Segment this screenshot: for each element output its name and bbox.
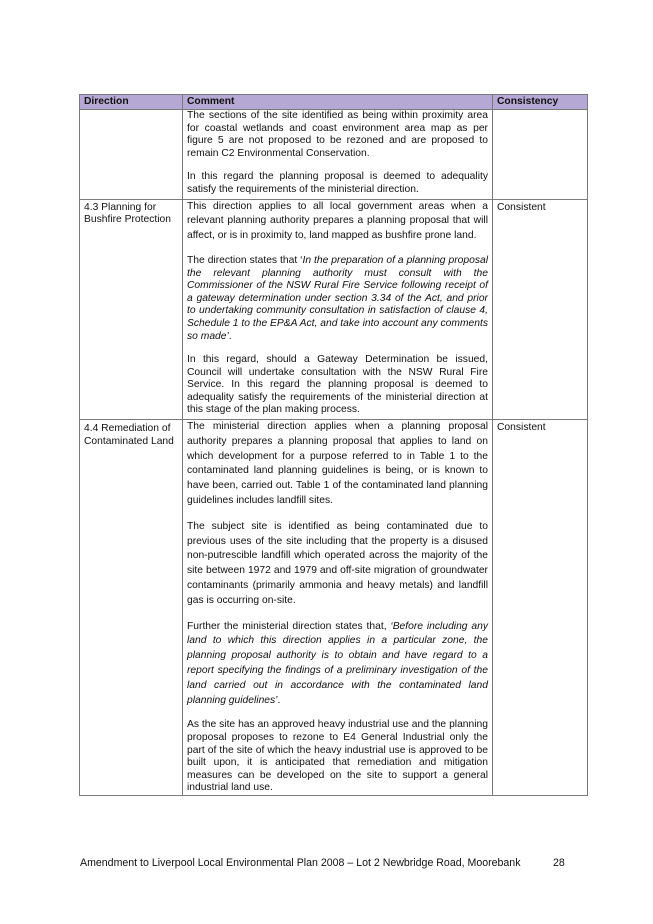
direction-cell: 4.4 Remediation of Contaminated Land bbox=[80, 420, 183, 796]
consistency-cell bbox=[493, 110, 588, 200]
consistency-cell: Consistent bbox=[493, 199, 588, 420]
comment-paragraph: The ministerial direction applies when a planning proposal authority prepares a planning proposal that applies to land on which development for a purpose referred to in Table 1 to the contaminated land planning guidelines is being, or is known to have been, carried out. Table 1 of the contaminated land planning guidelines includes landfill sites. bbox=[187, 421, 488, 507]
consistency-cell: Consistent bbox=[493, 420, 588, 796]
comment-paragraph: In this regard the planning proposal is deemed to adequality satisfy the requirements of the ministerial direction. bbox=[187, 171, 488, 195]
table-row-coastal-continuation bbox=[80, 110, 588, 200]
comment-paragraph: The sections of the site identified as being within proximity area for coastal wetlands and coast environment area map as per figure 5 are not proposed to be rezoned and are proposed to remain C2 Environmental Conservation. bbox=[187, 110, 488, 159]
direction-cell bbox=[80, 110, 183, 200]
table-header-row bbox=[80, 95, 588, 110]
comment-paragraph bbox=[187, 255, 488, 343]
header-direction: Direction bbox=[80, 95, 183, 110]
comment-cell bbox=[183, 110, 493, 200]
table-row-bushfire bbox=[80, 199, 588, 420]
header-consistency: Consistency bbox=[493, 95, 588, 110]
comment-paragraph: This direction applies to all local government areas when a relevant planning authority prepares a planning proposal that will affect, or is in proximity to, land mapped as bushfire prone land. bbox=[187, 200, 488, 242]
quote-intro: The direction states that ‘ bbox=[187, 254, 303, 266]
comment-paragraph bbox=[187, 620, 488, 709]
comment-cell bbox=[183, 420, 493, 796]
table-row-contaminated-land bbox=[80, 420, 588, 796]
page-footer: Amendment to Liverpool Local Environmental Plan 2008 – Lot 2 Newbridge Road, Moorebank bbox=[80, 857, 521, 869]
planning-directions-table bbox=[79, 94, 588, 796]
comment-paragraph: In this regard, should a Gateway Determination be issued, Council will undertake consultation with the NSW Rural Fire Service. In this regard the planning proposal is deemed to adequality satisfy the requirements of the ministerial direction at this stage of the plan making process. bbox=[187, 354, 488, 416]
comment-cell bbox=[183, 199, 493, 420]
comment-paragraph: The subject site is identified as being contaminated due to previous uses of the site including that the property is a disused non-putrescible landfill which operated across the majority of the site between 1972 and 1979 and off-site migration of groundwater contaminants (primarily ammonia and heavy metals) and landfill gas is occurring on-site. bbox=[187, 520, 488, 606]
header-comment: Comment bbox=[183, 95, 493, 110]
quote-end: . bbox=[277, 694, 281, 706]
page-number: 28 bbox=[553, 857, 565, 869]
quote-intro: Further the ministerial direction states that, bbox=[187, 620, 391, 632]
comment-paragraph: As the site has an approved heavy industrial use and the planning proposal proposes to rezone to E4 General Industrial only the part of the site of which the heavy industrial use is approved to be built upon, it is anticipated that remediation and mitigation measures can be developed on the site to support a general industrial land use. bbox=[187, 719, 488, 794]
quoted-direction-text: ‘Before including any land to which this direction applies in a particular zone, the planning proposal authority is to obtain and have regard to a report specifying the findings of a preliminary investigation of the land carried out in accordance with the contaminated land planning guidelines’ bbox=[187, 620, 488, 706]
quoted-direction-text: In the preparation of a planning proposal the relevant planning authority must consult with the Commissioner of the NSW Rural Fire Service following receipt of a gateway determination under section 3.34 of the Act, and prior to undertaking community consultation in satisfaction of clause 4, Schedule 1 to the EP&A Act, and take into account any comments so made’ bbox=[187, 254, 488, 342]
quote-end: . bbox=[228, 330, 232, 342]
direction-cell: 4.3 Planning for Bushfire Protection bbox=[80, 199, 183, 420]
